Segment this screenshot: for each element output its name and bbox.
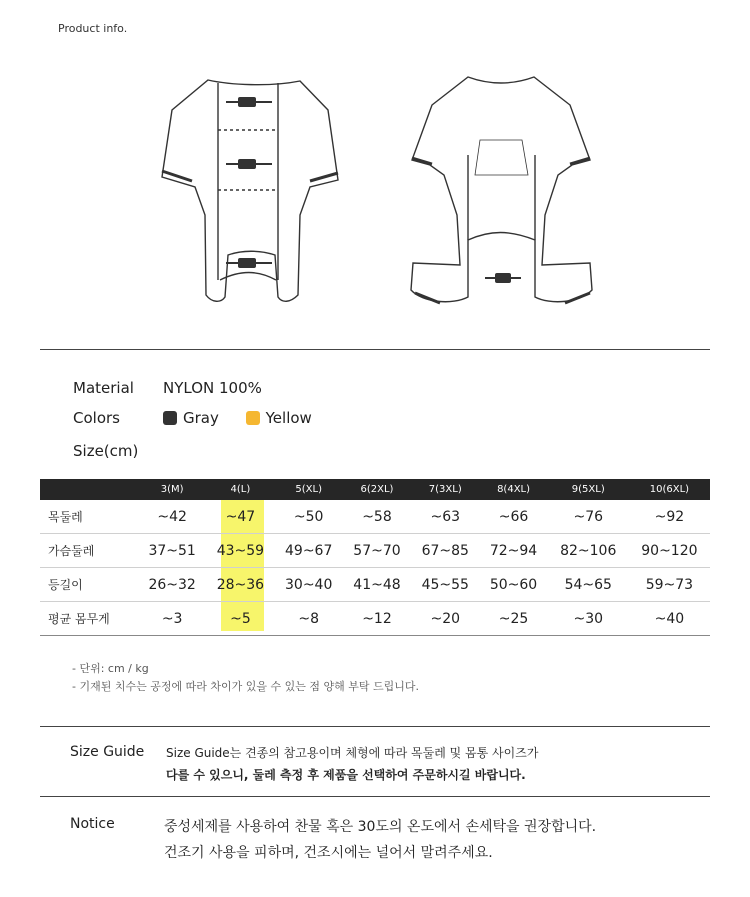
divider [40,349,710,350]
colors-label: Colors [73,409,120,427]
table-row [40,602,710,636]
table-cell: ~76 [548,500,629,534]
page-header: Product info. [58,22,128,35]
color-option-gray: Gray [163,409,224,427]
garment-back-drawing [411,77,592,303]
note-line: - 기재된 치수는 공정에 따라 차이가 있을 수 있는 점 양해 부탁 드립니다. [72,680,419,693]
table-cell: ~5 [206,602,274,636]
table-cell: ~8 [275,602,343,636]
color-swatch-icon [246,411,260,425]
size-notes [72,660,419,696]
header-cell: 7(3XL) [411,479,479,500]
garment-front-drawing [162,80,338,301]
table-cell: ~47 [206,500,274,534]
size-guide-label: Size Guide [70,744,145,760]
table-cell: 67~85 [411,534,479,568]
table-cell: 41~48 [343,568,411,602]
table-cell: 57~70 [343,534,411,568]
table-cell: 59~73 [629,568,710,602]
table-cell: 72~94 [479,534,547,568]
color-option-yellow: Yellow [246,409,312,427]
header-cell: 8(4XL) [479,479,547,500]
table-cell: ~42 [138,500,206,534]
table-cell: ~40 [629,602,710,636]
table-cell: 37~51 [138,534,206,568]
table-cell: 82~106 [548,534,629,568]
header-cell: 9(5XL) [548,479,629,500]
table-row [40,500,710,534]
notice-label: Notice [70,816,115,832]
table-cell: 45~55 [411,568,479,602]
note-line: - 단위: cm / kg [72,662,149,675]
table-cell: 54~65 [548,568,629,602]
table-cell: ~25 [479,602,547,636]
table-cell: ~63 [411,500,479,534]
row-label: 등길이 [40,568,138,602]
size-guide-text: Size Guide는 견종의 참고용이며 체형에 따라 목둘레 및 몸통 사이즈가 다를 수 있으니, 둘레 측정 후 제품을 선택하여 주문하시길 바랍니다. [166,746,539,782]
table-cell: ~12 [343,602,411,636]
header-cell: 3(M) [138,479,206,500]
table-cell: ~50 [275,500,343,534]
table-cell: ~92 [629,500,710,534]
size-table [40,479,710,636]
header-cell-blank [40,479,138,500]
table-cell: 43~59 [206,534,274,568]
table-row [40,534,710,568]
header-cell: 5(XL) [275,479,343,500]
material-value: NYLON 100% [163,379,262,397]
table-cell: ~66 [479,500,547,534]
header-cell: 4(L) [206,479,274,500]
table-cell: 49~67 [275,534,343,568]
material-label: Material [73,379,134,397]
table-cell: ~58 [343,500,411,534]
notice-text: 중성세제를 사용하여 찬물 혹은 30도의 온도에서 손세탁을 권장합니다. 건조기 사용을 피하며, 건조시에는 널어서 말려주세요. [164,819,597,861]
size-label: Size(cm) [73,442,139,460]
header-cell: 6(2XL) [343,479,411,500]
row-label: 가슴둘레 [40,534,138,568]
table-cell: 50~60 [479,568,547,602]
size-table-header [40,479,710,500]
table-cell: ~3 [138,602,206,636]
table-cell: ~20 [411,602,479,636]
table-cell: 90~120 [629,534,710,568]
row-label: 목둘레 [40,500,138,534]
color-swatch-icon [163,411,177,425]
color-options [163,409,334,427]
table-row [40,568,710,602]
table-cell: 26~32 [138,568,206,602]
garment-illustrations [150,65,610,325]
divider [40,726,710,727]
buckle-icons [226,97,272,268]
table-cell: ~30 [548,602,629,636]
table-cell: 30~40 [275,568,343,602]
table-cell: 28~36 [206,568,274,602]
header-cell: 10(6XL) [629,479,710,500]
divider [40,796,710,797]
row-label: 평균 몸무게 [40,602,138,636]
